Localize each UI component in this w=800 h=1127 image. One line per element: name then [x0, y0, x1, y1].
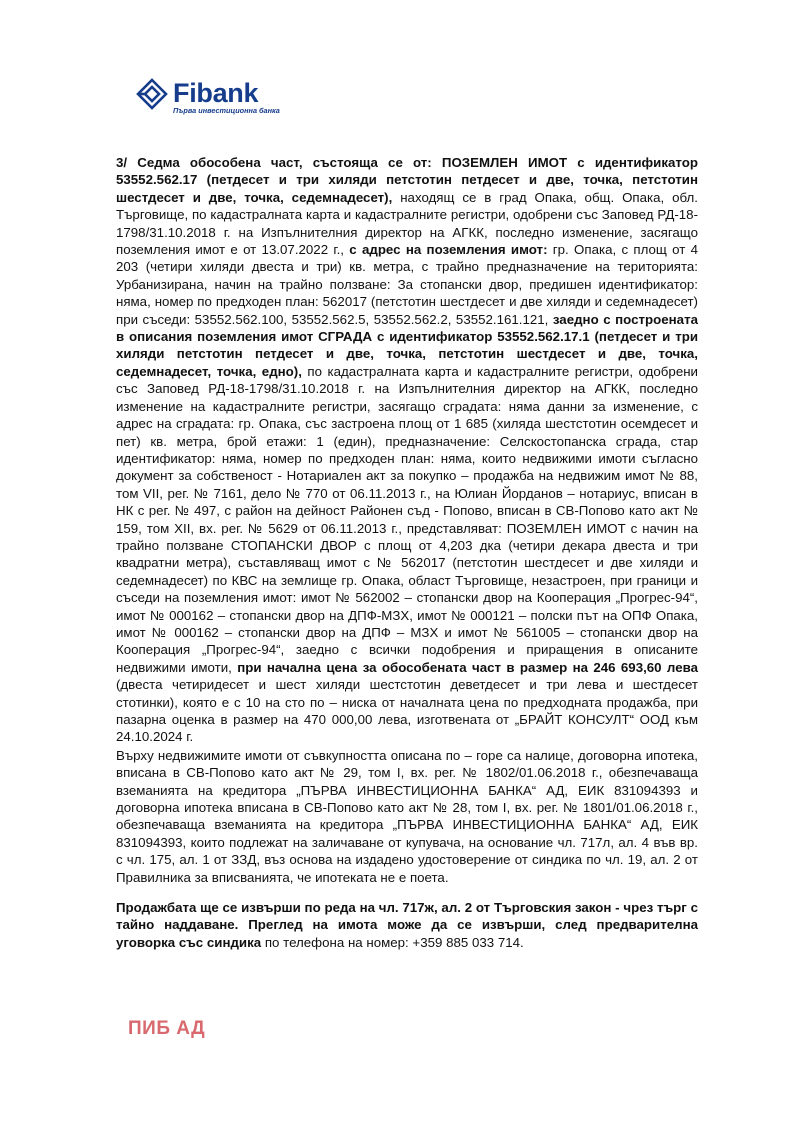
- text-run: (двеста четиридесет и шест хиляди шестстотин деветдесет и три лева и шестдесет стотинки), която е с 10 на сто по – ниска от началната цена по предходната продажба, при пазарна оценка в размер на 470 000,00 лева, изготвената от „БРАЙТ КОНСУЛТ“ ООД към 24.10.2024 г.: [116, 677, 698, 745]
- bold-run: Продажбата ще се извърши по реда на чл. 717ж, ал. 2 от Търговския закон - чрез търг с тайно наддаване. Преглед на имота може да се извърши, след предварителна уговорка със синдика: [116, 900, 698, 950]
- text-run: по кадастралната карта и кадастралните регистри, одобрени със Заповед РД-18-1798/31.10.2018 г. на Изпълнителния директор на АГКК, последно изменение на кадастралните регистри, засягащо сградата: няма данни за изменение, с адрес на сградата: гр. Опака, със застроена площ от 1 685 (хиляда шестстотин осемдесет и пет) кв. метра, брой етажи: 1 (един), предназначение: Селскостопанска сграда, стар идентификатор: няма, номер по предходен план: няма, които недвижими имоти съгласно документ за собственост - Нотариален акт за покупко – продажба на недвижим имот № 88, том VII, рег. № 7161, дело № 770 от 06.11.2013 г., на Юлиан Йорданов – нотариус, вписан в НК с рег. № 497, с район на дейност Районен съд - Попово, вписан в СВ-Попово като акт № 159, том XII, вх. рег. № 5629 от 06.11.2013 г., представляват: ПОЗЕМЛЕН ИМОТ с начин на трайно ползване СТОПАНСКИ ДВОР с площ от 4,203 дка (четири декара двеста и три квадратни метра), съставляващ имот с № 562017 (петстотин шестдесет и две хиляди и седемнадесет) по КВС на землище гр. Опака, област Търговище, незастроен, при граници и съседи на поземления имот: имот № 562002 – стопански двор на Кооперация „Прогрес-94“, имот № 000162 – стопански двор на ДПФ-МЗХ, имот № 000121 – полски път на ОПФ Опака, имот № 000162 – стопански двор на ДПФ – МЗХ и имот № 561005 – стопански двор на Кооперация „Прогрес-94“, заедно с всички подобрения и приращения в описаните недвижими имоти,: [116, 363, 698, 675]
- text-run: находящ се в град Опака, общ. Опака, обл. Търговище, по кадастралната карта и кадастралните регистри, одобрени със Заповед РД-18-1798/31.10.2018 г. на Изпълнителния директор на АГКК, последно изменение, засягащо поземления имот е от 13.07.2022 г.,: [116, 189, 698, 258]
- paragraph-mortgages: Върху недвижимите имоти от съвкупността описана по – горе са налице, договорна ипотека, вписана в СВ-Попово като акт № 29, том I, вх. рег. № 1802/01.06.2018 г., обезпечаваща вземанията на кредитора „ПЪРВА ИНВЕСТИЦИОННА БАНКА“ АД, ЕИК 831094393 и договорна ипотека вписана в СВ-Попово като акт № 28, том I, вх. рег. № 1801/01.06.2018 г., обезпечаваща вземанията на кредитора „ПЪРВА ИНВЕСТИЦИОННА БАНКА“ АД, ЕИК 831094393, които подлежат на заличаване от купувача, на основание чл. 717л, ал. 4 във вр. с чл. 175, ал. 1 от ЗЗД, въз основа на издадено удостоверение от синдика по чл. 19, ал. 2 от Правилника за вписванията, че ипотеката не е поета.: [116, 747, 698, 885]
- bold-run: 3/ Седма обособена част, състояща се от: ПОЗЕМЛЕН ИМОТ с идентификатор 53552.562.17 (петдесет и три хиляди петстотин петдесет и две, точка, петстотин шестдесет и две, точка, седемнадесет),: [116, 155, 698, 205]
- bold-run: с адрес на поземления имот:: [349, 242, 548, 258]
- fibank-logo-icon: [136, 78, 168, 110]
- bold-run: при начална цена за обособената част в размер на 246 693,60 лева: [237, 659, 698, 675]
- document-body: [116, 154, 698, 951]
- paragraph-property-description: [116, 154, 698, 746]
- logo-name: Fibank: [173, 78, 259, 108]
- text-run: по телефона на номер: +359 885 033 714.: [261, 934, 524, 950]
- text-run: гр. Опака, с площ от 4 203 (четири хиляди двеста и три) кв. метра, с трайно предназначение на територията: Урбанизирана, начин на трайно ползване: За стопански двор, предишен идентификатор: няма, номер по предходен план: 562017 (петстотин шестдесет и две хиляди и седемнадесет) при съседи: 53552.562.100, 53552.562.5, 53552.562.2, 53552.161.121,: [116, 242, 698, 327]
- paragraph-sale-terms: [116, 899, 698, 951]
- bold-run: заедно с построената в описания поземления имот СГРАДА с идентификатор 53552.562.17.1 (петдесет и три хиляди петстотин петдесет и две, точка, петстотин шестдесет и две, точка, седемнадесет, точка, едно),: [116, 311, 698, 379]
- stamp-text: ПИБ АД: [128, 1018, 206, 1039]
- fibank-logo: [136, 78, 280, 115]
- logo-tagline: Първа инвестиционна банка: [173, 106, 280, 115]
